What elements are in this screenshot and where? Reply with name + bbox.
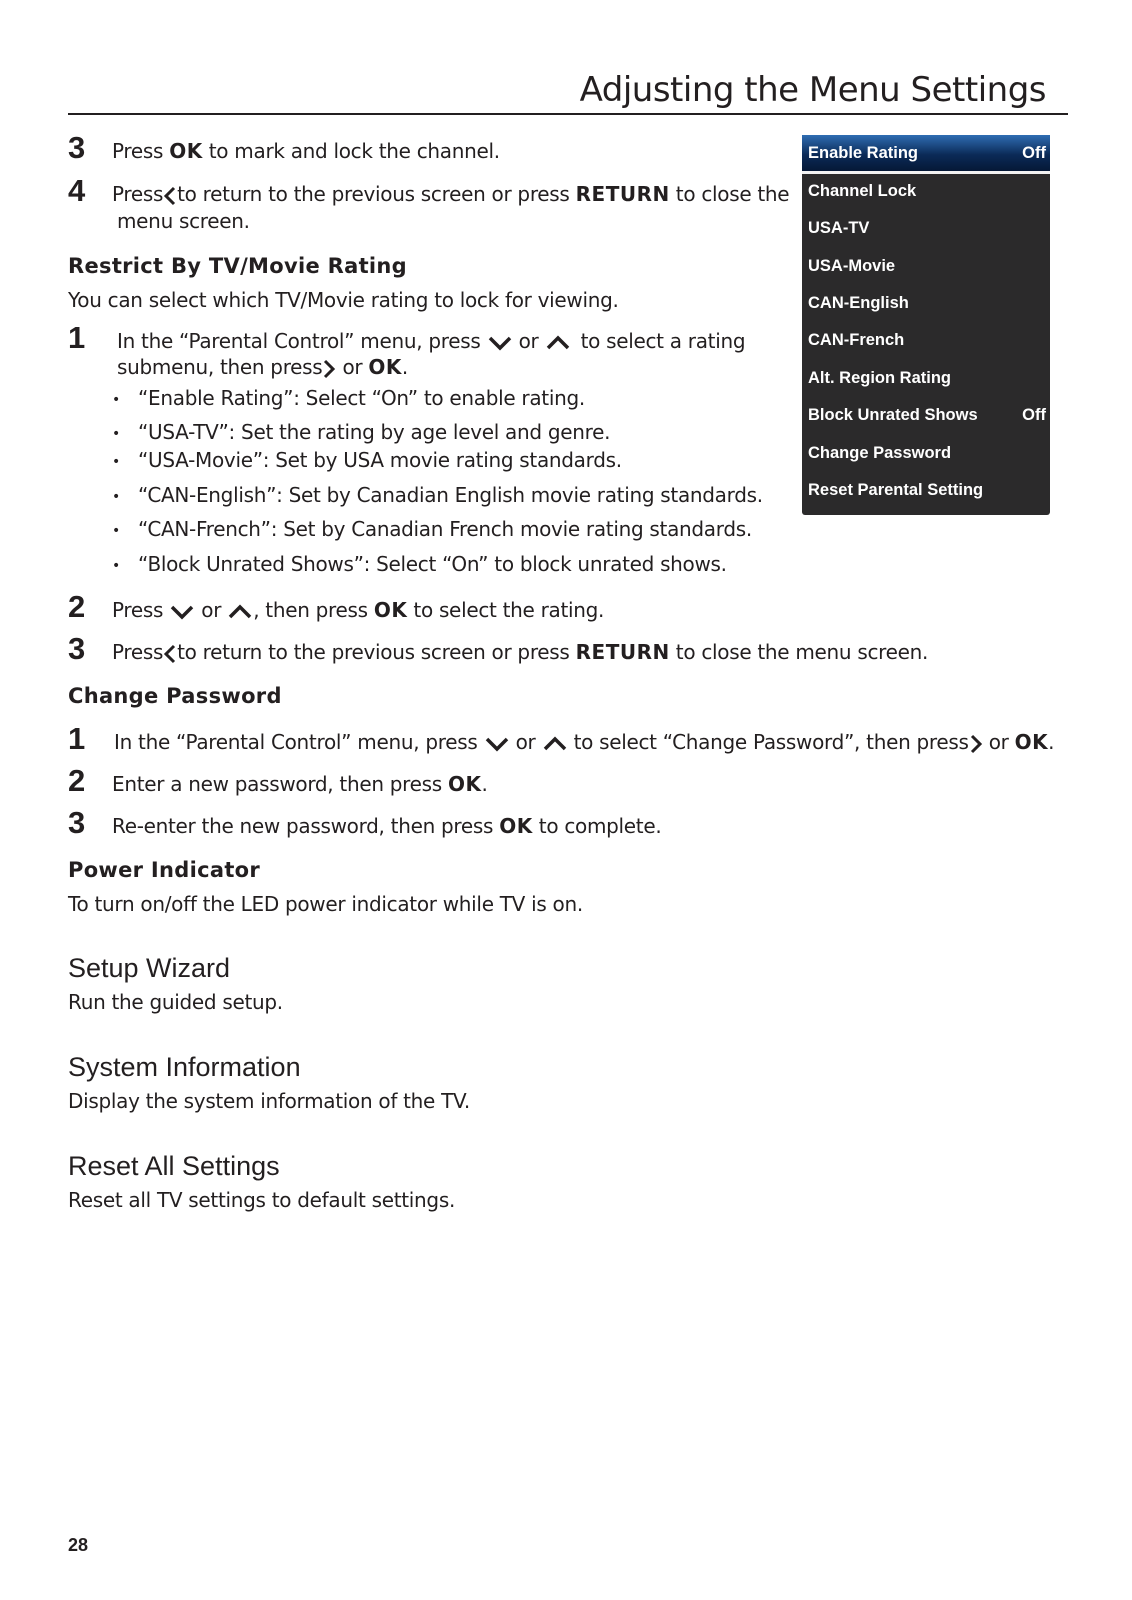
ok-key: OK [368,355,402,379]
menu-item-label: Enable Rating [808,144,919,162]
step-number: 3 [68,805,86,840]
ok-key: OK [499,814,533,838]
menu-item-can-english[interactable] [802,285,1050,321]
step-text: Press OK to mark and lock the channel. [112,139,500,163]
menu-item-can-french[interactable] [802,322,1050,358]
header-divider [68,113,1068,115]
menu-item-label: Reset Parental Setting [808,481,984,499]
list-item: “Block Unrated Shows”: Select “On” to block unrated shows. [138,552,727,576]
menu-item-reset-parental-setting[interactable] [802,472,1050,508]
chevron-left-icon [163,644,177,664]
menu-item-label: Channel Lock [808,182,917,200]
ok-key: OK [373,598,408,622]
parental-control-menu [802,135,1050,515]
step-text-continued: submenu, then press or OK. [117,355,408,379]
menu-item-label: CAN-French [808,331,905,349]
menu-item-label: Change Password [808,444,952,462]
menu-item-change-password[interactable] [802,435,1050,471]
step-text: Press to return to the previous screen or press RETURN to close the [112,182,790,206]
menu-item-label: CAN-English [808,294,909,312]
bullet-icon: • [112,558,121,574]
menu-item-alt-region-rating[interactable] [802,360,1050,396]
page-number: 28 [68,1535,89,1555]
subsection-heading: Change Password [68,684,282,708]
menu-item-value: Off [1022,406,1046,424]
step-number: 4 [68,173,86,208]
bullet-icon: • [112,489,121,505]
list-item: “USA-TV”: Set the rating by age level and genre. [138,420,611,444]
paragraph: Reset all TV settings to default settings. [68,1188,456,1212]
paragraph: To turn on/off the LED power indicator while TV is on. [68,892,583,916]
paragraph: Run the guided setup. [68,990,283,1014]
step-number: 2 [68,763,86,798]
chevron-up-icon [545,335,571,351]
menu-item-usa-movie[interactable] [802,248,1050,284]
page-title: Adjusting the Menu Settings [579,70,1046,110]
subsection-heading: Restrict By TV/Movie Rating [68,254,407,278]
chevron-left-icon [163,186,177,206]
menu-item-label: USA-TV [808,219,870,237]
menu-item-block-unrated-shows[interactable] [802,397,1050,433]
step-number: 1 [68,320,86,355]
list-item: “Enable Rating”: Select “On” to enable rating. [138,386,585,410]
menu-item-enable-rating[interactable] [802,135,1050,174]
bullet-icon: • [112,454,121,470]
subsection-intro: You can select which TV/Movie rating to lock for viewing. [68,288,619,312]
ok-key: OK [1014,730,1049,754]
bullet-icon: • [112,523,121,539]
paragraph: Display the system information of the TV. [68,1089,470,1113]
menu-item-label: Alt. Region Rating [808,369,951,387]
step-text: Re-enter the new password, then press OK to complete. [112,814,662,838]
subsection-heading: Power Indicator [68,858,261,882]
step-text: Press or , then press OK to select the rating. [112,598,605,622]
chevron-up-icon [542,736,568,752]
step-text: Press to return to the previous screen or press RETURN to close the menu screen. [112,640,929,664]
step-number: 3 [68,130,86,165]
step-text: In the “Parental Control” menu, press or to select “Change Password”, then press or OK. [114,730,1055,754]
list-item: “CAN-French”: Set by Canadian French movie rating standards. [138,517,752,541]
chevron-down-icon [487,335,513,351]
step-text: Enter a new password, then press OK. [112,772,488,796]
step-number: 2 [68,589,86,624]
chevron-up-icon [227,604,253,620]
chevron-down-icon [484,736,510,752]
menu-item-usa-tv[interactable] [802,210,1050,246]
menu-item-label: Block Unrated Shows [808,406,978,424]
chevron-down-icon [169,604,195,620]
menu-item-label: USA-Movie [808,257,896,275]
section-heading: System Information [68,1052,301,1082]
ok-key: OK [447,772,482,796]
chevron-right-icon [322,359,336,379]
section-heading: Reset All Settings [68,1151,280,1181]
menu-item-value: Off [1022,144,1046,162]
step-text-continued: menu screen. [117,209,250,233]
ok-key: OK [169,139,203,163]
menu-item-channel-lock[interactable] [802,173,1050,209]
section-heading: Setup Wizard [68,953,231,983]
step-text: In the “Parental Control” menu, press or to select a rating [117,329,746,353]
return-key: RETURN [575,182,670,206]
bullet-icon: • [112,426,121,442]
bullet-icon: • [112,392,121,408]
list-item: “CAN-English”: Set by Canadian English movie rating standards. [138,483,763,507]
step-number: 1 [68,721,86,756]
chevron-right-icon [969,734,983,754]
list-item: “USA-Movie”: Set by USA movie rating standards. [138,448,622,472]
step-number: 3 [68,631,86,666]
return-key: RETURN [575,640,670,664]
